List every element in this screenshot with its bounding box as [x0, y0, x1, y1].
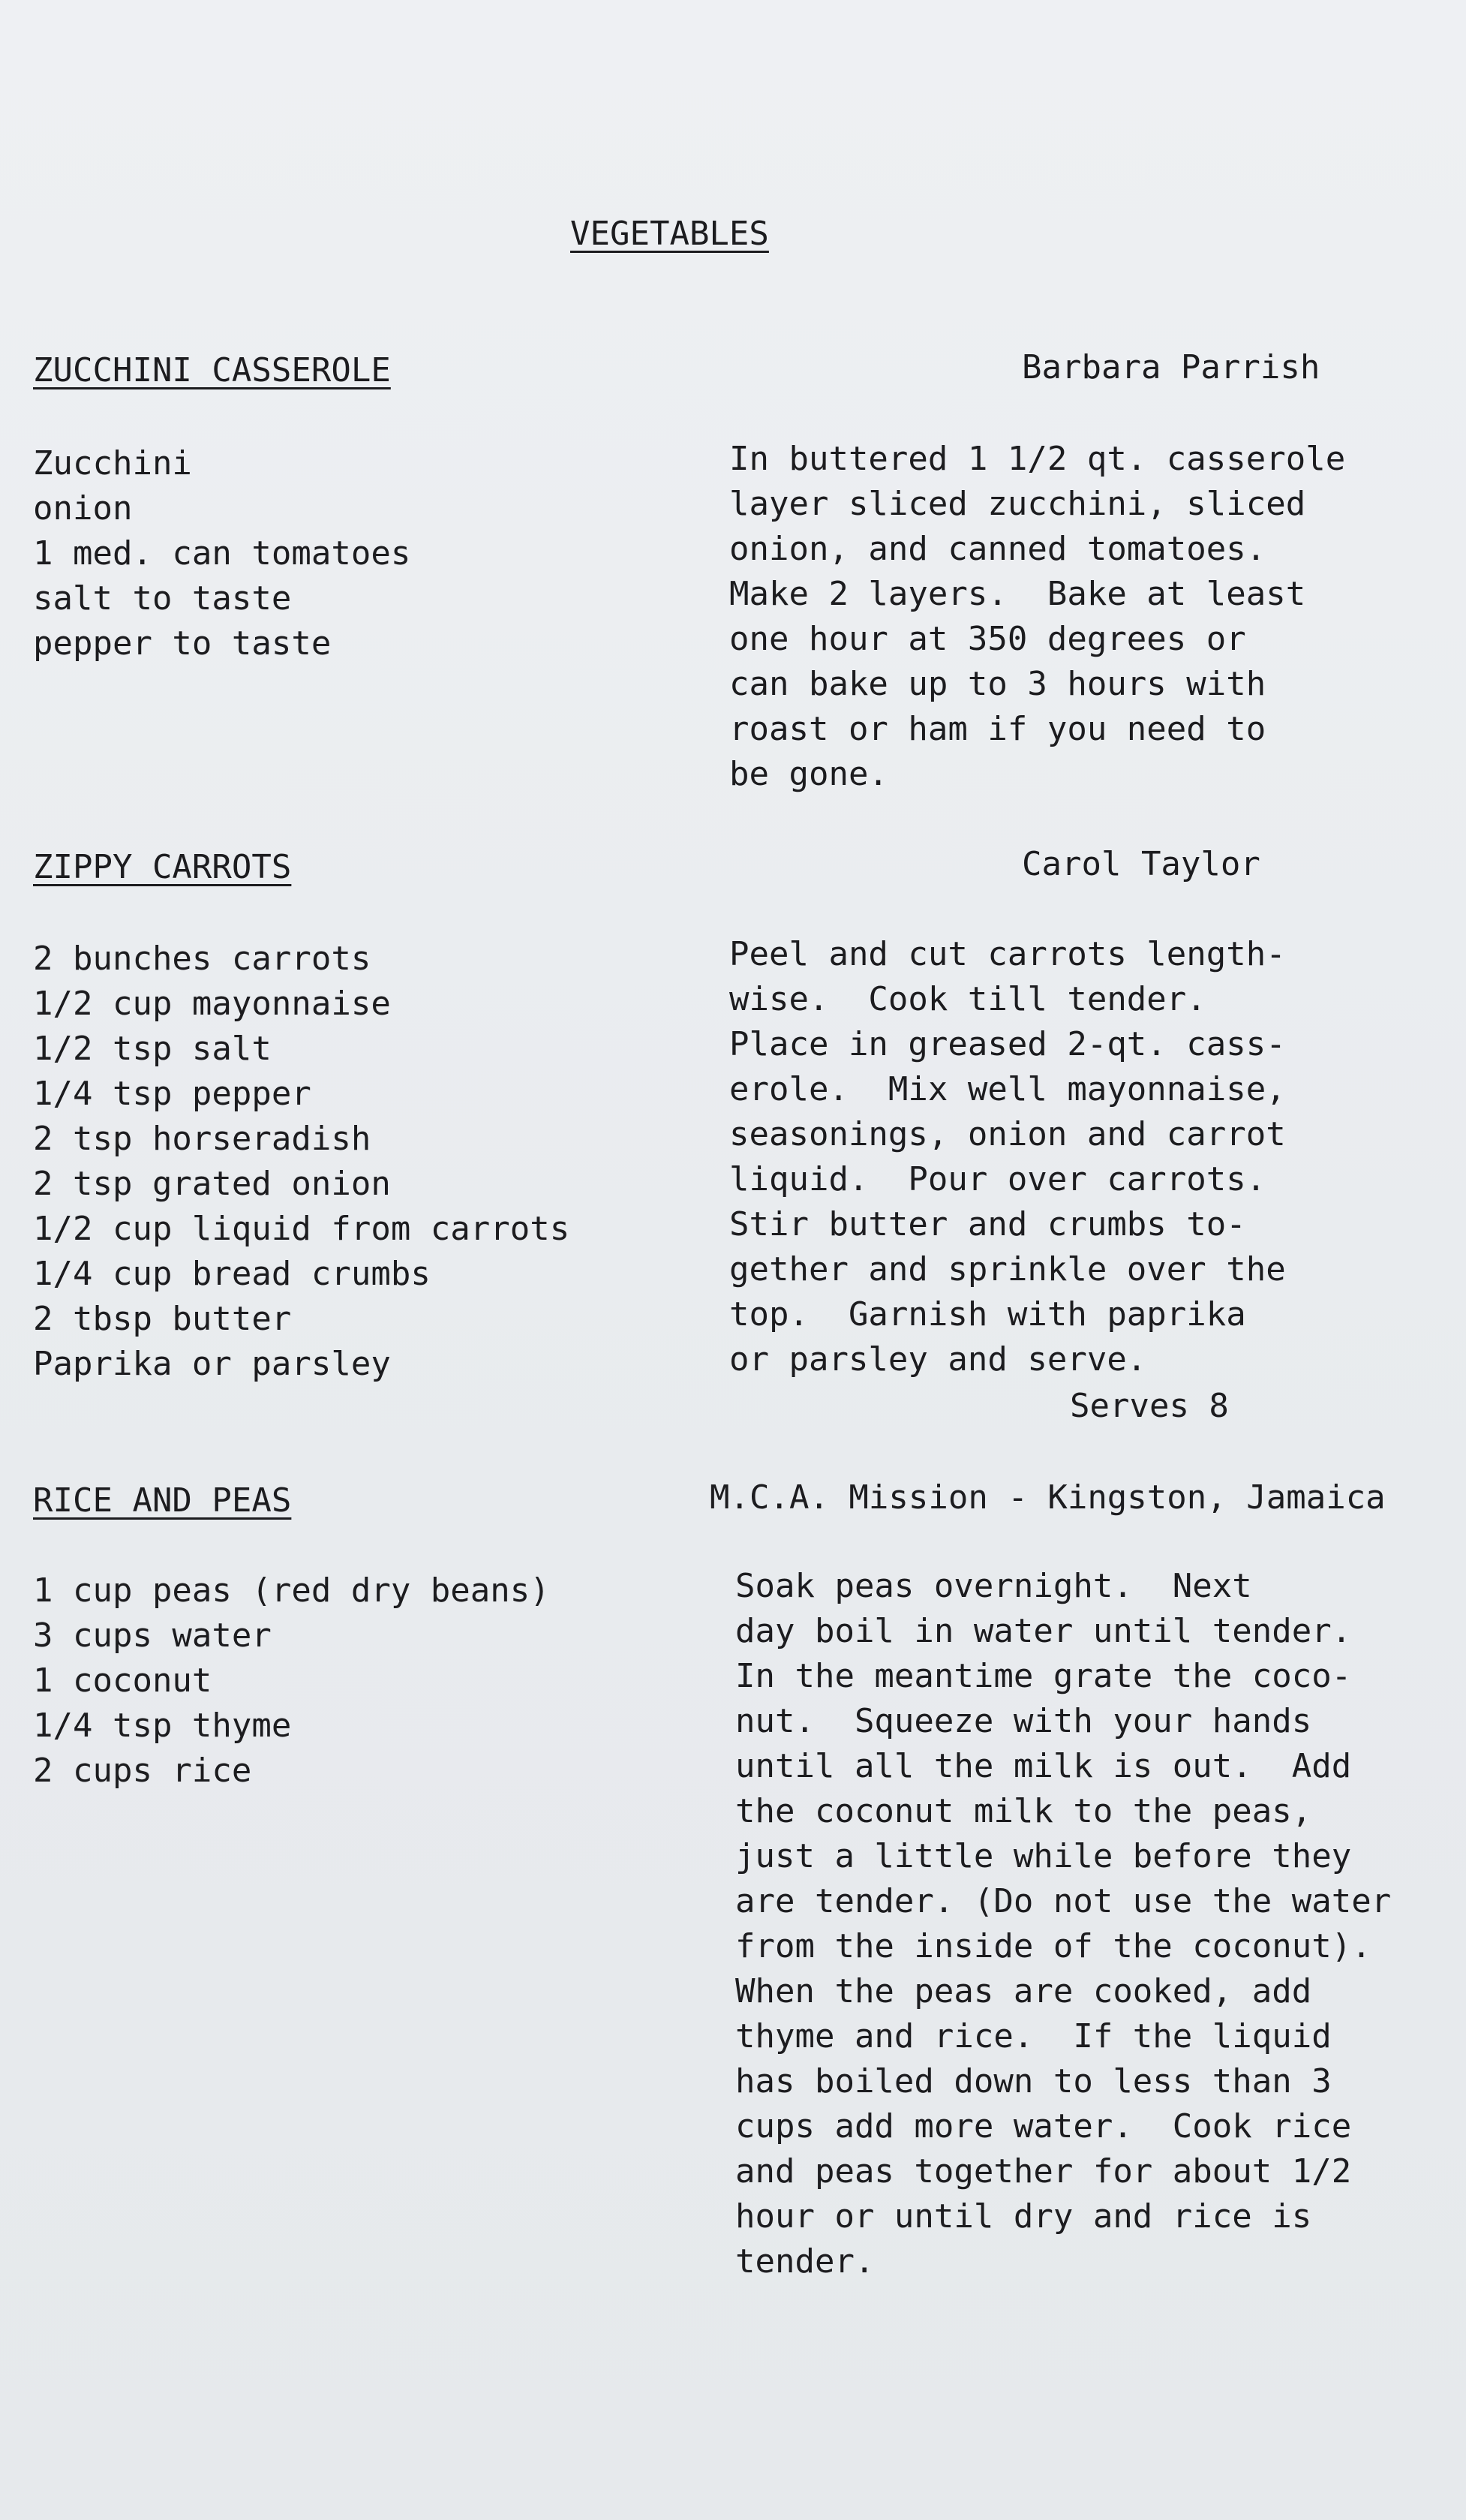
- direction-line: be gone.: [729, 755, 888, 793]
- direction-line: until all the milk is out. Add: [735, 1747, 1352, 1785]
- direction-line: When the peas are cooked, add: [735, 1972, 1312, 2010]
- ingredient: Zucchini: [33, 444, 192, 483]
- ingredient: 2 tbsp butter: [33, 1300, 292, 1338]
- ingredient-list: [33, 937, 569, 1387]
- serves-note: Serves 8: [1070, 1387, 1229, 1425]
- ingredient: 1 coconut: [33, 1661, 212, 1700]
- direction-line: wise. Cook till tender.: [729, 980, 1206, 1018]
- ingredient: 2 tsp horseradish: [33, 1120, 371, 1158]
- direction-line: tender.: [735, 2242, 875, 2281]
- direction-line: from the inside of the coconut).: [735, 1927, 1371, 1965]
- direction-line: just a little while before they: [735, 1837, 1352, 1875]
- direction-line: liquid. Pour over carrots.: [729, 1160, 1266, 1198]
- ingredient: salt to taste: [33, 579, 292, 618]
- direction-line: are tender. (Do not use the water: [735, 1882, 1392, 1920]
- ingredient: pepper to taste: [33, 624, 332, 663]
- ingredient: 1/2 cup mayonnaise: [33, 985, 391, 1023]
- ingredient: 3 cups water: [33, 1616, 272, 1655]
- ingredient: Paprika or parsley: [33, 1345, 391, 1383]
- direction-line: Soak peas overnight. Next: [735, 1567, 1252, 1605]
- ingredient: 1/4 tsp thyme: [33, 1707, 292, 1745]
- ingredient: 1/4 tsp pepper: [33, 1075, 311, 1113]
- ingredient: 1/2 tsp salt: [33, 1030, 272, 1068]
- ingredient: 1 cup peas (red dry beans): [33, 1571, 550, 1610]
- direction-line: or parsley and serve.: [729, 1340, 1147, 1379]
- recipe-title-zippy-carrots: ZIPPY CARROTS: [33, 848, 292, 886]
- direction-line: roast or ham if you need to: [729, 710, 1266, 748]
- ingredient-list: [33, 1568, 550, 1794]
- direction-line: In buttered 1 1/2 qt. casserole: [729, 440, 1346, 478]
- direction-line: Place in greased 2-qt. cass-: [729, 1025, 1286, 1063]
- direction-line: Make 2 layers. Bake at least: [729, 575, 1306, 613]
- recipe-title-zucchini-casserole: ZUCCHINI CASSEROLE: [33, 351, 391, 389]
- directions-block: [729, 932, 1286, 1382]
- recipe-author: Barbara Parrish: [1022, 348, 1320, 386]
- direction-line: day boil in water until tender.: [735, 1612, 1352, 1650]
- direction-line: erole. Mix well mayonnaise,: [729, 1070, 1286, 1108]
- direction-line: gether and sprinkle over the: [729, 1250, 1286, 1289]
- direction-line: Stir butter and crumbs to-: [729, 1205, 1246, 1243]
- direction-line: hour or until dry and rice is: [735, 2197, 1312, 2236]
- recipe-author: Carol Taylor: [1022, 845, 1260, 883]
- ingredient: 2 cups rice: [33, 1752, 252, 1790]
- ingredient: 1/4 cup bread crumbs: [33, 1255, 431, 1293]
- direction-line: top. Garnish with paprika: [729, 1295, 1246, 1334]
- directions-block: [735, 1564, 1391, 2284]
- ingredient-list: [33, 441, 410, 666]
- direction-line: has boiled down to less than 3: [735, 2062, 1332, 2101]
- page-title: VEGETABLES: [570, 215, 769, 253]
- recipe-author: M.C.A. Mission - Kingston, Jamaica: [710, 1478, 1386, 1517]
- direction-line: can bake up to 3 hours with: [729, 665, 1266, 703]
- direction-line: the coconut milk to the peas,: [735, 1792, 1312, 1830]
- direction-line: thyme and rice. If the liquid: [735, 2017, 1332, 2055]
- direction-line: Peel and cut carrots length-: [729, 935, 1286, 973]
- direction-line: seasonings, onion and carrot: [729, 1115, 1286, 1153]
- recipe-title-rice-and-peas: RICE AND PEAS: [33, 1481, 292, 1520]
- ingredient: onion: [33, 489, 133, 528]
- direction-line: and peas together for about 1/2: [735, 2152, 1352, 2191]
- directions-block: [729, 437, 1345, 797]
- ingredient: 1/2 cup liquid from carrots: [33, 1210, 570, 1248]
- ingredient: 1 med. can tomatoes: [33, 534, 411, 573]
- direction-line: onion, and canned tomatoes.: [729, 530, 1266, 568]
- ingredient: 2 bunches carrots: [33, 940, 371, 978]
- direction-line: cups add more water. Cook rice: [735, 2107, 1352, 2146]
- ingredient: 2 tsp grated onion: [33, 1165, 391, 1203]
- direction-line: nut. Squeeze with your hands: [735, 1702, 1312, 1740]
- direction-line: one hour at 350 degrees or: [729, 620, 1246, 658]
- direction-line: layer sliced zucchini, sliced: [729, 485, 1306, 523]
- direction-line: In the meantime grate the coco-: [735, 1657, 1352, 1695]
